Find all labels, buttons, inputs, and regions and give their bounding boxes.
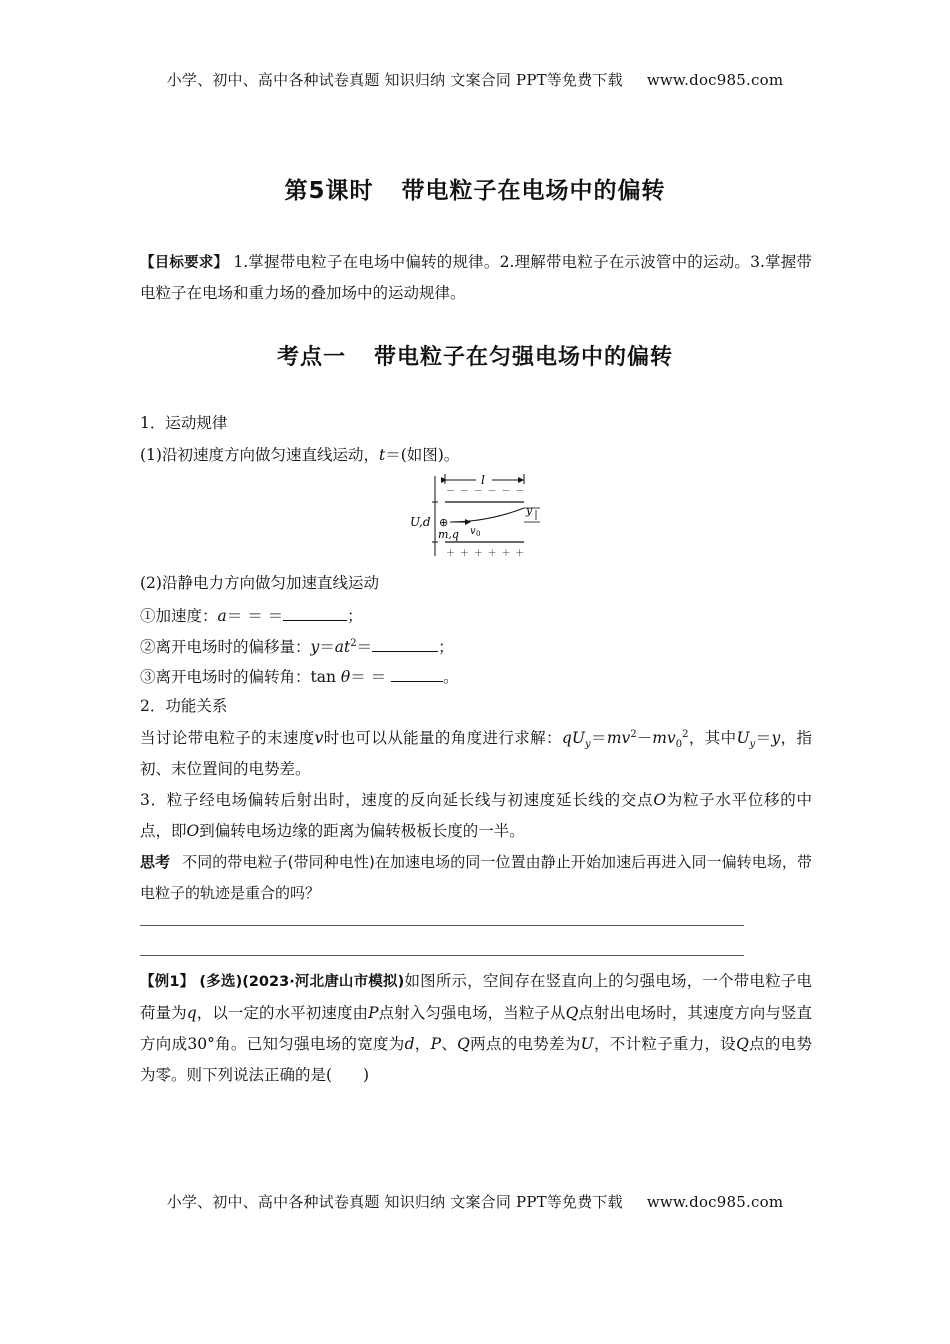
example-1: 【例1】 (多选)(2023·河北唐山市模拟)如图所示，空间存在竖直向上的匀强电场，一个带电粒子电荷量为q，以一定的水平初速度由P点射入匀强电场，当粒子从Q点射出电场时，其速度方向与竖直方向成30°角。已知匀强电场的宽度为d，P、Q两点的电势差为U，不计粒子重力，设Q点的电势为零。则下列说法正确的是( ) bbox=[140, 972, 812, 1084]
page-title bbox=[0, 172, 950, 205]
page-header bbox=[0, 69, 950, 90]
item1-step2: (2)沿静电力方向做匀加速直线运动 bbox=[140, 574, 379, 592]
acceleration-line: ①加速度：a＝ ＝ ＝ ； bbox=[140, 604, 812, 627]
section-topic: 带电粒子在匀强电场中的偏转 bbox=[374, 345, 674, 370]
velocity-label: v bbox=[470, 526, 476, 537]
item2-heading: 2．功能关系 bbox=[140, 697, 228, 715]
goals-tag: 【目标要求】 bbox=[140, 255, 229, 271]
think-question bbox=[140, 847, 812, 909]
item2-text: 当讨论带电粒子的末速度v时也可以从能量的角度进行求解：$qU_y=mv^2-mv_0^2$，其中$U_y=y$，指初、末位置间的电势差。 bbox=[140, 728, 812, 778]
displacement-blank[interactable] bbox=[372, 635, 438, 652]
goals-text: 1.掌握带电粒子在电场中偏转的规律。2.理解带电粒子在示波管中的运动。3.掌握带电粒子在电场和重力场的叠加场中的运动规律。 bbox=[140, 253, 813, 302]
top-plate-charges: － － － － － － bbox=[446, 487, 526, 497]
deflection-label: y bbox=[526, 504, 533, 517]
angle-line: ③离开电场时的偏转角：tan θ＝ ＝ 。 bbox=[140, 665, 812, 688]
answer-line-2[interactable] bbox=[140, 955, 744, 956]
section-label: 考点一 bbox=[276, 345, 346, 370]
item3-text: 3．粒子经电场偏转后射出时，速度的反向延长线与初速度延长线的交点O为粒子水平位移的中点，即O到偏转电场边缘的距离为偏转极板长度的一半。 bbox=[140, 791, 812, 840]
think-text: 不同的带电粒子(带同种电性)在加速电场的同一位置由静止开始加速后再进入同一偏转电场，带电粒子的轨迹是重合的吗？ bbox=[140, 853, 812, 902]
particle-symbol: ⊕ bbox=[439, 516, 449, 529]
header-url[interactable]: www.doc985.com bbox=[646, 71, 784, 89]
angle-blank[interactable] bbox=[391, 665, 443, 682]
page-footer bbox=[0, 1191, 950, 1212]
displacement-line: ②离开电场时的偏移量：$y=at^2=$ ； bbox=[140, 635, 812, 658]
section-title bbox=[0, 340, 950, 371]
header-text: 小学、初中、高中各种试卷真题 知识归纳 文案合同 PPT等免费下载 bbox=[166, 71, 623, 89]
bottom-plate-charges: ＋ ＋ ＋ ＋ ＋ ＋ bbox=[446, 549, 526, 559]
length-label: l bbox=[481, 473, 485, 487]
lesson-topic: 带电粒子在电场中的偏转 bbox=[401, 178, 666, 204]
deflection-figure bbox=[408, 470, 558, 562]
trajectory-curve bbox=[450, 508, 524, 522]
learning-goals bbox=[140, 247, 812, 308]
velocity-subscript: 0 bbox=[476, 530, 481, 538]
example-source: (2023·河北唐山市模拟) bbox=[242, 974, 405, 990]
multi-select-tag: (多选) bbox=[199, 974, 243, 990]
answer-line-1[interactable] bbox=[140, 925, 744, 926]
footer-url[interactable]: www.doc985.com bbox=[646, 1193, 784, 1211]
plate-label: U,d bbox=[410, 515, 431, 529]
item1-heading: 1．运动规律 bbox=[140, 414, 228, 432]
think-label: 思考 bbox=[140, 853, 171, 871]
particle-label: m,q bbox=[438, 528, 459, 541]
lesson-number: 第5课时 bbox=[284, 178, 374, 204]
acceleration-blank[interactable] bbox=[283, 604, 347, 621]
footer-text: 小学、初中、高中各种试卷真题 知识归纳 文案合同 PPT等免费下载 bbox=[166, 1193, 623, 1211]
item1-step1: (1)沿初速度方向做匀速直线运动，t＝(如图)。 bbox=[140, 446, 460, 464]
example-label: 【例1】 bbox=[140, 974, 195, 990]
